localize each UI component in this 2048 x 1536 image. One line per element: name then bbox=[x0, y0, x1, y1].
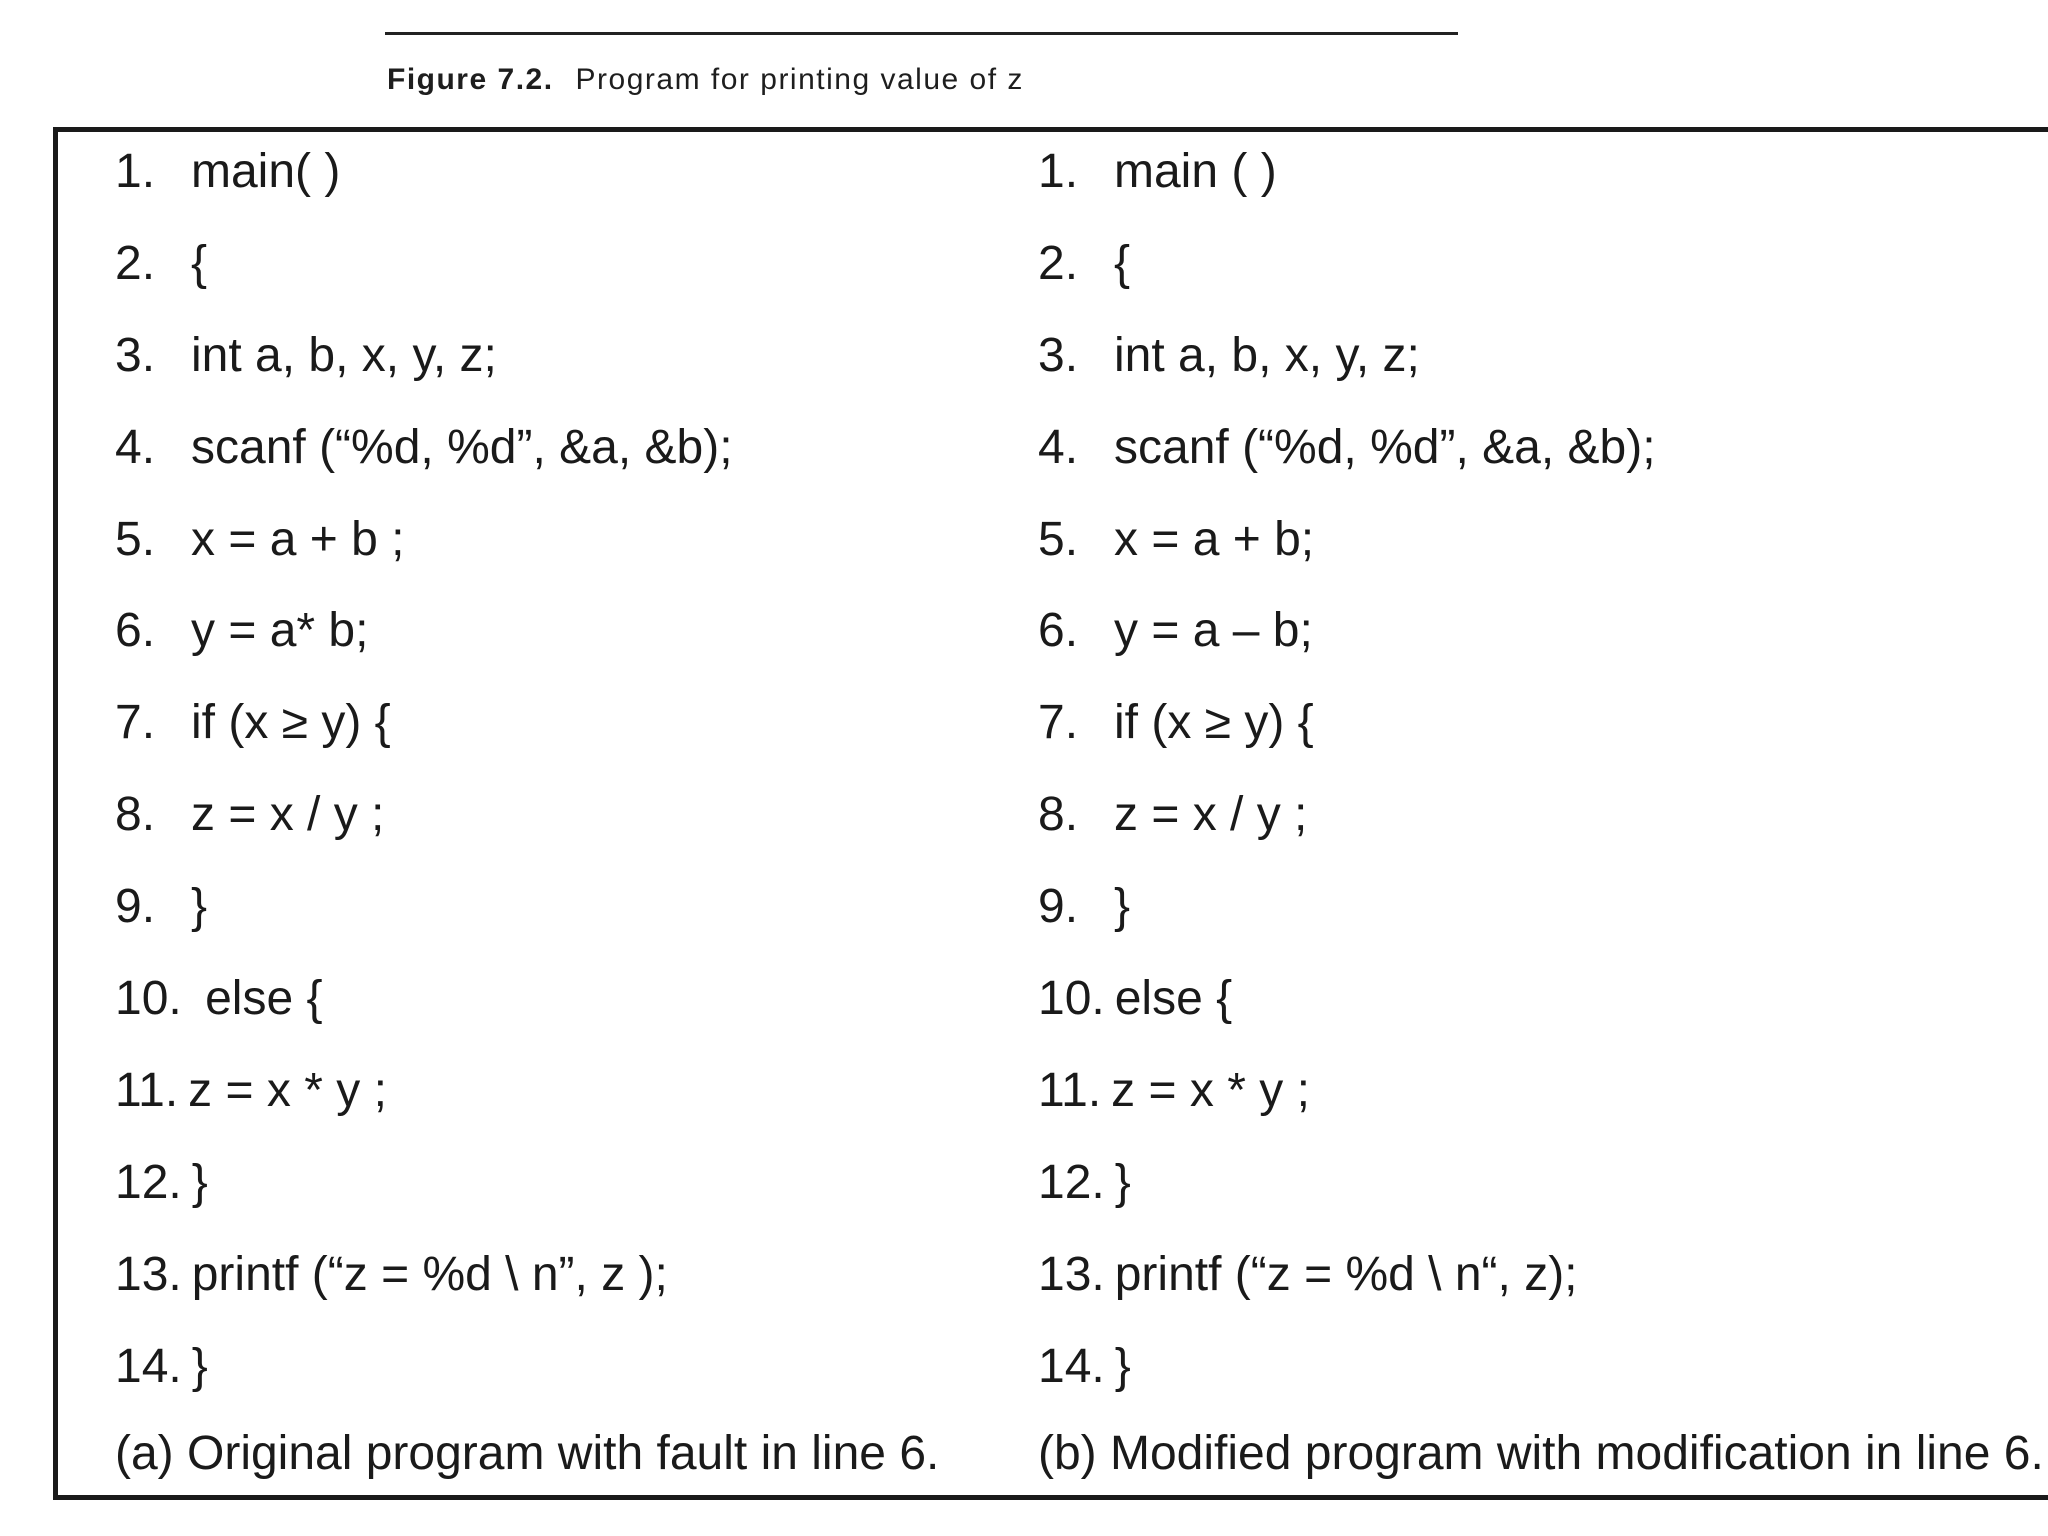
code-line bbox=[115, 1151, 733, 1243]
code-line bbox=[1038, 1151, 1656, 1243]
line-number: 10. bbox=[1038, 972, 1105, 1026]
line-number: 2. bbox=[115, 236, 156, 290]
code-line bbox=[115, 691, 733, 783]
line-number: 5. bbox=[115, 512, 156, 566]
line-number: 1. bbox=[1038, 145, 1079, 198]
code-line bbox=[1038, 416, 1656, 508]
line-number: 1. bbox=[115, 145, 156, 198]
code-line bbox=[1038, 1059, 1656, 1151]
code-line bbox=[115, 1243, 733, 1335]
line-number: 11. bbox=[1038, 1063, 1102, 1117]
code-line bbox=[1038, 1335, 1656, 1427]
line-number: 8. bbox=[115, 788, 156, 842]
code-line bbox=[115, 416, 733, 508]
line-code: } bbox=[191, 1339, 208, 1393]
code-line bbox=[1038, 1243, 1656, 1335]
line-code: int a, b, x, y, z; bbox=[1114, 328, 1420, 382]
original-program-column bbox=[115, 140, 733, 1426]
code-line bbox=[115, 232, 733, 324]
line-code: } bbox=[191, 880, 208, 934]
line-code: z = x * y ; bbox=[188, 1063, 387, 1117]
code-line-faulty bbox=[115, 599, 733, 691]
code-line bbox=[1038, 691, 1656, 783]
code-line bbox=[115, 324, 733, 416]
line-number: 4. bbox=[115, 420, 156, 474]
line-code: z = x / y ; bbox=[1114, 788, 1308, 842]
code-line bbox=[115, 875, 733, 967]
line-code: main( ) bbox=[191, 145, 341, 198]
figure-title: Program for printing value of z bbox=[575, 63, 1024, 96]
line-number: 9. bbox=[115, 880, 156, 934]
figure-label: Figure 7.2. bbox=[387, 63, 554, 96]
line-number: 3. bbox=[115, 328, 156, 382]
line-number: 5. bbox=[1038, 512, 1079, 566]
line-code: } bbox=[1114, 880, 1131, 934]
line-number: 10. bbox=[115, 972, 182, 1026]
line-code: else { bbox=[1114, 972, 1233, 1026]
line-code: z = x / y ; bbox=[191, 788, 385, 842]
line-code: if (x ≥ y) { bbox=[1114, 696, 1314, 750]
line-number: 6. bbox=[115, 604, 156, 658]
line-number: 6. bbox=[1038, 604, 1079, 658]
code-line bbox=[1038, 140, 1656, 232]
modified-program-caption: (b) Modified program with modification in line 6. bbox=[1038, 1427, 2044, 1480]
code-line bbox=[1038, 508, 1656, 600]
code-line bbox=[115, 1059, 733, 1151]
line-code: printf (“z = %d \ n”, z ); bbox=[191, 1247, 668, 1301]
code-line bbox=[115, 140, 733, 232]
code-line bbox=[115, 508, 733, 600]
line-number: 14. bbox=[1038, 1339, 1105, 1393]
line-number: 13. bbox=[1038, 1247, 1105, 1301]
line-code: { bbox=[1114, 236, 1131, 290]
line-code: if (x ≥ y) { bbox=[191, 696, 391, 750]
line-code: printf (“z = %d \ n“, z); bbox=[1114, 1247, 1578, 1301]
line-number: 7. bbox=[115, 696, 156, 750]
line-number: 3. bbox=[1038, 328, 1079, 382]
line-code: } bbox=[1114, 1155, 1131, 1209]
code-line bbox=[115, 967, 733, 1059]
line-code: x = a + b; bbox=[1114, 512, 1315, 566]
line-number: 12. bbox=[115, 1155, 182, 1209]
code-line bbox=[115, 783, 733, 875]
line-code: else { bbox=[205, 972, 323, 1026]
line-code: x = a + b ; bbox=[191, 512, 405, 566]
line-number: 14. bbox=[115, 1339, 182, 1393]
figure-caption bbox=[387, 63, 1024, 97]
line-code: { bbox=[191, 236, 208, 290]
line-code: } bbox=[1114, 1339, 1131, 1393]
line-code: } bbox=[191, 1155, 208, 1209]
line-number: 13. bbox=[115, 1247, 182, 1301]
line-code: scanf (“%d, %d”, &a, &b); bbox=[191, 420, 733, 474]
line-number: 9. bbox=[1038, 880, 1079, 934]
line-number: 4. bbox=[1038, 420, 1079, 474]
code-line bbox=[115, 1335, 733, 1427]
line-number: 2. bbox=[1038, 236, 1079, 290]
line-number: 12. bbox=[1038, 1155, 1105, 1209]
code-line bbox=[1038, 783, 1656, 875]
code-line bbox=[1038, 967, 1656, 1059]
line-code: main ( ) bbox=[1114, 145, 1277, 198]
line-code: scanf (“%d, %d”, &a, &b); bbox=[1114, 420, 1656, 474]
line-number: 7. bbox=[1038, 696, 1079, 750]
top-rule bbox=[385, 32, 1458, 35]
line-code: int a, b, x, y, z; bbox=[191, 328, 497, 382]
line-code: y = a* b; bbox=[191, 604, 369, 658]
original-program-caption: (a) Original program with fault in line 6. bbox=[115, 1427, 940, 1480]
code-line bbox=[1038, 324, 1656, 416]
line-number: 11. bbox=[115, 1063, 179, 1117]
line-code: z = x * y ; bbox=[1111, 1063, 1310, 1117]
line-number: 8. bbox=[1038, 788, 1079, 842]
code-line bbox=[1038, 232, 1656, 324]
code-line bbox=[1038, 875, 1656, 967]
code-line-modified bbox=[1038, 599, 1656, 691]
line-code: y = a – b; bbox=[1114, 604, 1313, 658]
modified-program-column bbox=[1038, 140, 1656, 1426]
